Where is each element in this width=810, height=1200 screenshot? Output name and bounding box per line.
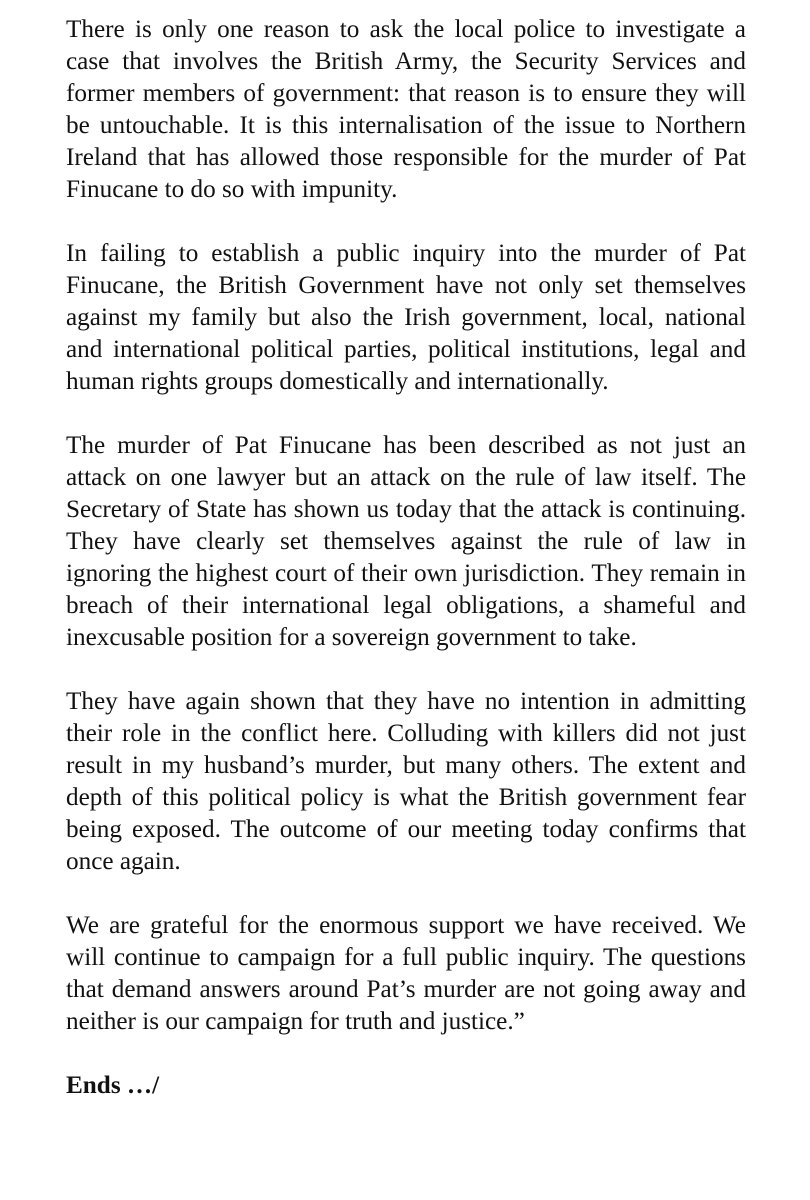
paragraph-5: We are grateful for the enormous support we have received. We will continue to campaign for a full public inquiry. The questions that demand answers around Pat’s murder are not going away and neither is our campaign for truth and justice.” <box>66 912 746 1035</box>
paragraph-3: The murder of Pat Finucane has been described as not just an attack on one lawyer but an attack on the rule of law itself. The Secretary of State has shown us today that the attack is continuing. They have clearly set themselves against the rule of law in ignoring the highest court of their own jurisdiction. They remain in breach of their international legal obligations, a shameful and inexcusable position for a sovereign government to take. <box>66 432 746 651</box>
paragraph-1: There is only one reason to ask the local police to investigate a case that involves the British Army, the Security Services and former members of government: that reason is to ensure they will be untouchable. It is this internalisation of the issue to Northern Ireland that has allowed those responsible for the murder of Pat Finucane to do so with impunity. <box>66 16 746 203</box>
document-page <box>66 14 746 1102</box>
ends-marker: Ends …/ <box>66 1072 160 1099</box>
paragraph-2: In failing to establish a public inquiry into the murder of Pat Finucane, the British Government have not only set themselves against my family but also the Irish government, local, national and international political parties, political institutions, legal and human rights groups domestically and internationally. <box>66 240 746 395</box>
paragraph-4: They have again shown that they have no intention in admitting their role in the conflict here. Colluding with killers did not just result in my husband’s murder, but many others. The extent and depth of this political policy is what the British government fear being exposed. The outcome of our meeting today confirms that once again. <box>66 688 746 875</box>
